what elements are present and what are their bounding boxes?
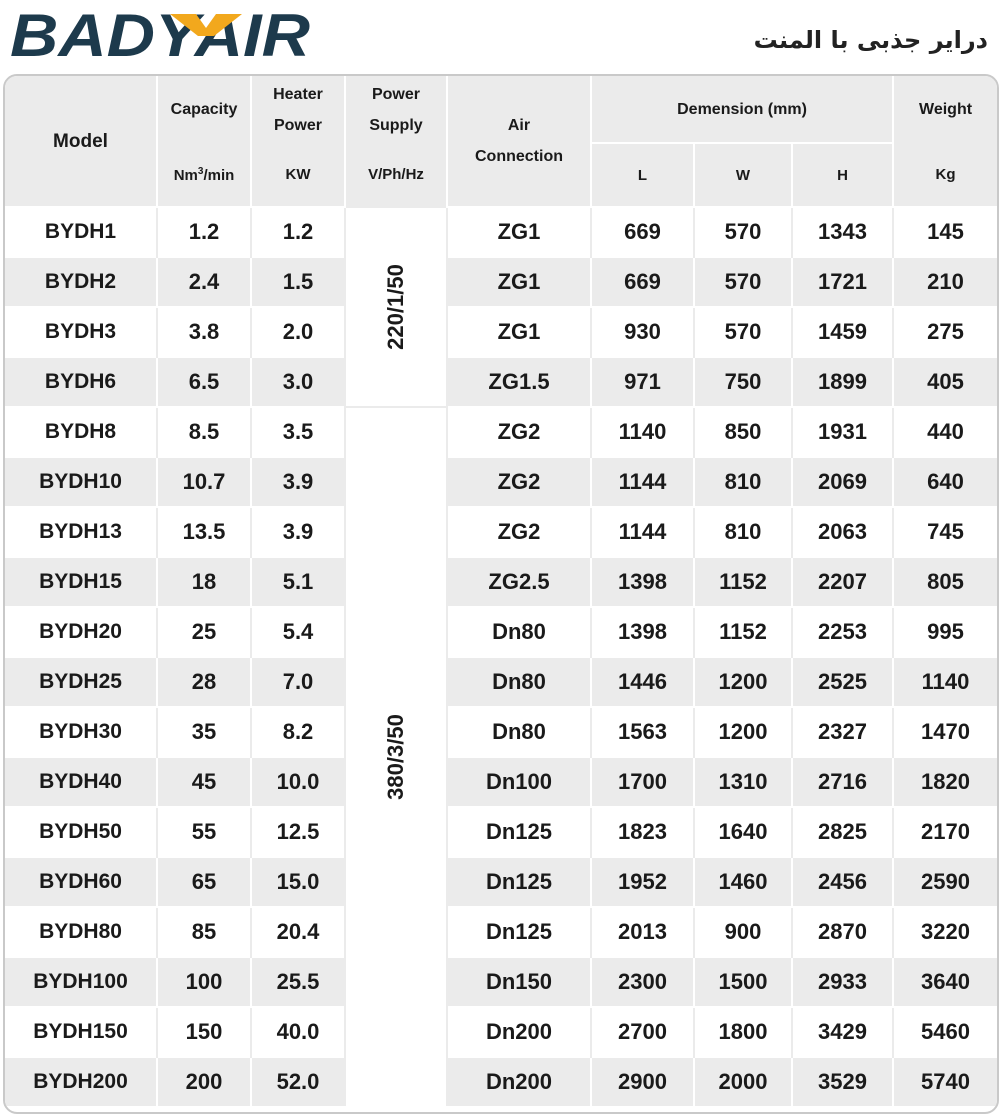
cell-air-connection: Dn80 <box>447 607 591 657</box>
cell-heater-power: 3.9 <box>251 457 345 507</box>
cell-capacity: 28 <box>157 657 251 707</box>
cell-model: BYDH200 <box>5 1057 157 1106</box>
header-dimension: Demension (mm) <box>591 76 893 143</box>
cell-dim-h: 2063 <box>792 507 893 557</box>
cell-weight: 995 <box>893 607 997 657</box>
cell-weight: 3640 <box>893 957 997 1007</box>
header-dim-w: W <box>694 143 792 207</box>
cell-dim-w: 1200 <box>694 707 792 757</box>
cell-dim-h: 2253 <box>792 607 893 657</box>
cell-weight: 1470 <box>893 707 997 757</box>
cell-air-connection: ZG2 <box>447 407 591 457</box>
cell-dim-w: 1200 <box>694 657 792 707</box>
cell-heater-power: 25.5 <box>251 957 345 1007</box>
cell-air-connection: ZG2 <box>447 457 591 507</box>
cell-air-connection: Dn200 <box>447 1057 591 1106</box>
cell-capacity: 6.5 <box>157 357 251 407</box>
cell-dim-l: 971 <box>591 357 694 407</box>
header-heater-power <box>251 76 345 143</box>
table-row <box>5 507 997 557</box>
cell-heater-power: 20.4 <box>251 907 345 957</box>
page-header <box>0 0 1000 74</box>
cell-dim-w: 850 <box>694 407 792 457</box>
cell-air-connection: Dn150 <box>447 957 591 1007</box>
badyair-logo <box>10 6 330 67</box>
cell-capacity: 2.4 <box>157 257 251 307</box>
cell-model: BYDH30 <box>5 707 157 757</box>
cell-dim-l: 2700 <box>591 1007 694 1057</box>
cell-weight: 745 <box>893 507 997 557</box>
cell-dim-l: 1398 <box>591 607 694 657</box>
table-row <box>5 207 997 257</box>
cell-weight: 5740 <box>893 1057 997 1106</box>
cell-dim-w: 1800 <box>694 1007 792 1057</box>
cell-heater-power: 7.0 <box>251 657 345 707</box>
cell-air-connection: ZG1 <box>447 307 591 357</box>
cell-power-supply <box>345 207 447 407</box>
header-capacity: Capacity <box>157 76 251 143</box>
table-row <box>5 257 997 307</box>
cell-dim-l: 1952 <box>591 857 694 907</box>
cell-dim-l: 1563 <box>591 707 694 757</box>
cell-air-connection: ZG1 <box>447 257 591 307</box>
logo-wordmark <box>10 6 330 62</box>
cell-dim-h: 1899 <box>792 357 893 407</box>
cell-dim-w: 1152 <box>694 607 792 657</box>
cell-dim-h: 1721 <box>792 257 893 307</box>
cell-model: BYDH13 <box>5 507 157 557</box>
header-supply-line2: Supply <box>369 116 423 134</box>
cell-power-supply <box>345 407 447 1106</box>
cell-air-connection: ZG2.5 <box>447 557 591 607</box>
table-row <box>5 657 997 707</box>
cell-weight: 210 <box>893 257 997 307</box>
header-air-line1: Air <box>507 117 531 134</box>
cell-air-connection: Dn200 <box>447 1007 591 1057</box>
cell-dim-l: 2013 <box>591 907 694 957</box>
power-supply-value: 380/3/50 <box>382 714 408 800</box>
cell-heater-power: 52.0 <box>251 1057 345 1106</box>
table-row <box>5 1007 997 1057</box>
cell-dim-h: 1343 <box>792 207 893 257</box>
cell-capacity: 200 <box>157 1057 251 1106</box>
cell-model: BYDH25 <box>5 657 157 707</box>
cell-capacity: 18 <box>157 557 251 607</box>
header-weight: Weight <box>893 76 997 143</box>
cell-dim-h: 2825 <box>792 807 893 857</box>
cell-dim-l: 2900 <box>591 1057 694 1106</box>
cell-dim-h: 2525 <box>792 657 893 707</box>
cell-dim-l: 1823 <box>591 807 694 857</box>
cell-model: BYDH150 <box>5 1007 157 1057</box>
cell-dim-l: 1398 <box>591 557 694 607</box>
cell-air-connection: ZG1 <box>447 207 591 257</box>
cell-dim-w: 2000 <box>694 1057 792 1106</box>
cell-dim-w: 570 <box>694 307 792 357</box>
cell-dim-l: 1446 <box>591 657 694 707</box>
cell-model: BYDH20 <box>5 607 157 657</box>
cell-capacity: 45 <box>157 757 251 807</box>
cell-weight: 805 <box>893 557 997 607</box>
cell-air-connection: Dn125 <box>447 907 591 957</box>
cell-dim-w: 570 <box>694 207 792 257</box>
cell-air-connection: ZG2 <box>447 507 591 557</box>
cell-capacity: 150 <box>157 1007 251 1057</box>
cell-weight: 1140 <box>893 657 997 707</box>
cell-weight: 5460 <box>893 1007 997 1057</box>
cell-dim-h: 3429 <box>792 1007 893 1057</box>
table-row <box>5 307 997 357</box>
table-row <box>5 457 997 507</box>
cell-weight: 1820 <box>893 757 997 807</box>
cell-dim-h: 3529 <box>792 1057 893 1106</box>
table-header <box>5 76 997 207</box>
cell-capacity: 13.5 <box>157 507 251 557</box>
cell-weight: 2590 <box>893 857 997 907</box>
cell-model: BYDH1 <box>5 207 157 257</box>
table-row <box>5 557 997 607</box>
cell-model: BYDH40 <box>5 757 157 807</box>
header-heater-line1: Heater <box>273 85 323 103</box>
cell-capacity: 8.5 <box>157 407 251 457</box>
cell-model: BYDH6 <box>5 357 157 407</box>
cell-air-connection: Dn125 <box>447 807 591 857</box>
cell-heater-power: 5.4 <box>251 607 345 657</box>
cell-model: BYDH80 <box>5 907 157 957</box>
cell-dim-l: 669 <box>591 207 694 257</box>
cell-dim-h: 2870 <box>792 907 893 957</box>
cell-dim-l: 669 <box>591 257 694 307</box>
cell-heater-power: 10.0 <box>251 757 345 807</box>
cell-dim-h: 2933 <box>792 957 893 1007</box>
header-weight-unit: Kg <box>893 143 997 207</box>
spec-table <box>5 76 997 1106</box>
cell-dim-w: 810 <box>694 507 792 557</box>
power-supply-value: 220/1/50 <box>382 264 408 350</box>
header-dim-h: H <box>792 143 893 207</box>
table-row <box>5 857 997 907</box>
cell-heater-power: 8.2 <box>251 707 345 757</box>
cell-air-connection: ZG1.5 <box>447 357 591 407</box>
cell-dim-w: 900 <box>694 907 792 957</box>
table-row <box>5 407 997 457</box>
cell-heater-power: 12.5 <box>251 807 345 857</box>
header-power-supply <box>345 76 447 143</box>
table-row <box>5 1057 997 1106</box>
cell-dim-h: 2327 <box>792 707 893 757</box>
cell-dim-h: 1931 <box>792 407 893 457</box>
svg-text:BADYAIR: BADYAIR <box>10 6 310 62</box>
cell-dim-w: 1460 <box>694 857 792 907</box>
header-model: Model <box>5 76 157 207</box>
cell-dim-w: 1310 <box>694 757 792 807</box>
cell-weight: 275 <box>893 307 997 357</box>
cell-dim-l: 930 <box>591 307 694 357</box>
cell-dim-w: 570 <box>694 257 792 307</box>
cell-capacity: 100 <box>157 957 251 1007</box>
cell-heater-power: 15.0 <box>251 857 345 907</box>
cell-weight: 405 <box>893 357 997 407</box>
cell-dim-h: 2207 <box>792 557 893 607</box>
table-row <box>5 807 997 857</box>
cell-weight: 440 <box>893 407 997 457</box>
cell-air-connection: Dn80 <box>447 657 591 707</box>
cell-capacity: 1.2 <box>157 207 251 257</box>
cell-capacity: 35 <box>157 707 251 757</box>
cell-weight: 2170 <box>893 807 997 857</box>
cell-capacity: 55 <box>157 807 251 857</box>
cell-model: BYDH8 <box>5 407 157 457</box>
cell-heater-power: 1.2 <box>251 207 345 257</box>
table-body <box>5 207 997 1106</box>
cell-dim-h: 2716 <box>792 757 893 807</box>
header-air-connection <box>447 76 591 207</box>
table-row <box>5 907 997 957</box>
table-row <box>5 957 997 1007</box>
cell-dim-w: 1500 <box>694 957 792 1007</box>
cell-weight: 3220 <box>893 907 997 957</box>
header-dim-l: L <box>591 143 694 207</box>
cell-heater-power: 3.5 <box>251 407 345 457</box>
cell-dim-l: 1144 <box>591 457 694 507</box>
cell-capacity: 85 <box>157 907 251 957</box>
cell-capacity: 25 <box>157 607 251 657</box>
header-supply-unit: V/Ph/Hz <box>345 143 447 207</box>
cell-dim-w: 750 <box>694 357 792 407</box>
cell-capacity: 3.8 <box>157 307 251 357</box>
cell-model: BYDH2 <box>5 257 157 307</box>
cell-dim-w: 1152 <box>694 557 792 607</box>
cell-model: BYDH60 <box>5 857 157 907</box>
spec-table-card <box>3 74 999 1114</box>
cell-air-connection: Dn100 <box>447 757 591 807</box>
cell-model: BYDH3 <box>5 307 157 357</box>
cell-dim-h: 2069 <box>792 457 893 507</box>
header-supply-line1: Power <box>371 85 420 103</box>
table-row <box>5 357 997 407</box>
table-row <box>5 607 997 657</box>
cell-heater-power: 3.0 <box>251 357 345 407</box>
cell-dim-w: 810 <box>694 457 792 507</box>
cell-dim-l: 2300 <box>591 957 694 1007</box>
cell-dim-l: 1700 <box>591 757 694 807</box>
table-row <box>5 757 997 807</box>
cell-air-connection: Dn125 <box>447 857 591 907</box>
cell-weight: 640 <box>893 457 997 507</box>
cell-air-connection: Dn80 <box>447 707 591 757</box>
cell-heater-power: 3.9 <box>251 507 345 557</box>
header-air-line2: Connection <box>475 148 563 165</box>
cell-capacity: 10.7 <box>157 457 251 507</box>
cell-heater-power: 1.5 <box>251 257 345 307</box>
table-row <box>5 707 997 757</box>
cell-dim-l: 1140 <box>591 407 694 457</box>
cell-capacity: 65 <box>157 857 251 907</box>
cell-dim-h: 2456 <box>792 857 893 907</box>
cell-heater-power: 40.0 <box>251 1007 345 1057</box>
cell-heater-power: 2.0 <box>251 307 345 357</box>
cell-dim-h: 1459 <box>792 307 893 357</box>
cell-weight: 145 <box>893 207 997 257</box>
header-heater-line2: Power <box>273 116 322 134</box>
cell-heater-power: 5.1 <box>251 557 345 607</box>
cell-model: BYDH50 <box>5 807 157 857</box>
cell-model: BYDH10 <box>5 457 157 507</box>
header-heater-unit: KW <box>251 143 345 207</box>
cell-model: BYDH15 <box>5 557 157 607</box>
cell-model: BYDH100 <box>5 957 157 1007</box>
cell-dim-w: 1640 <box>694 807 792 857</box>
cell-dim-l: 1144 <box>591 507 694 557</box>
header-capacity-unit: Nm$^3$/min <box>157 143 251 207</box>
page-title: درایر جذبی با المنت <box>753 26 988 54</box>
